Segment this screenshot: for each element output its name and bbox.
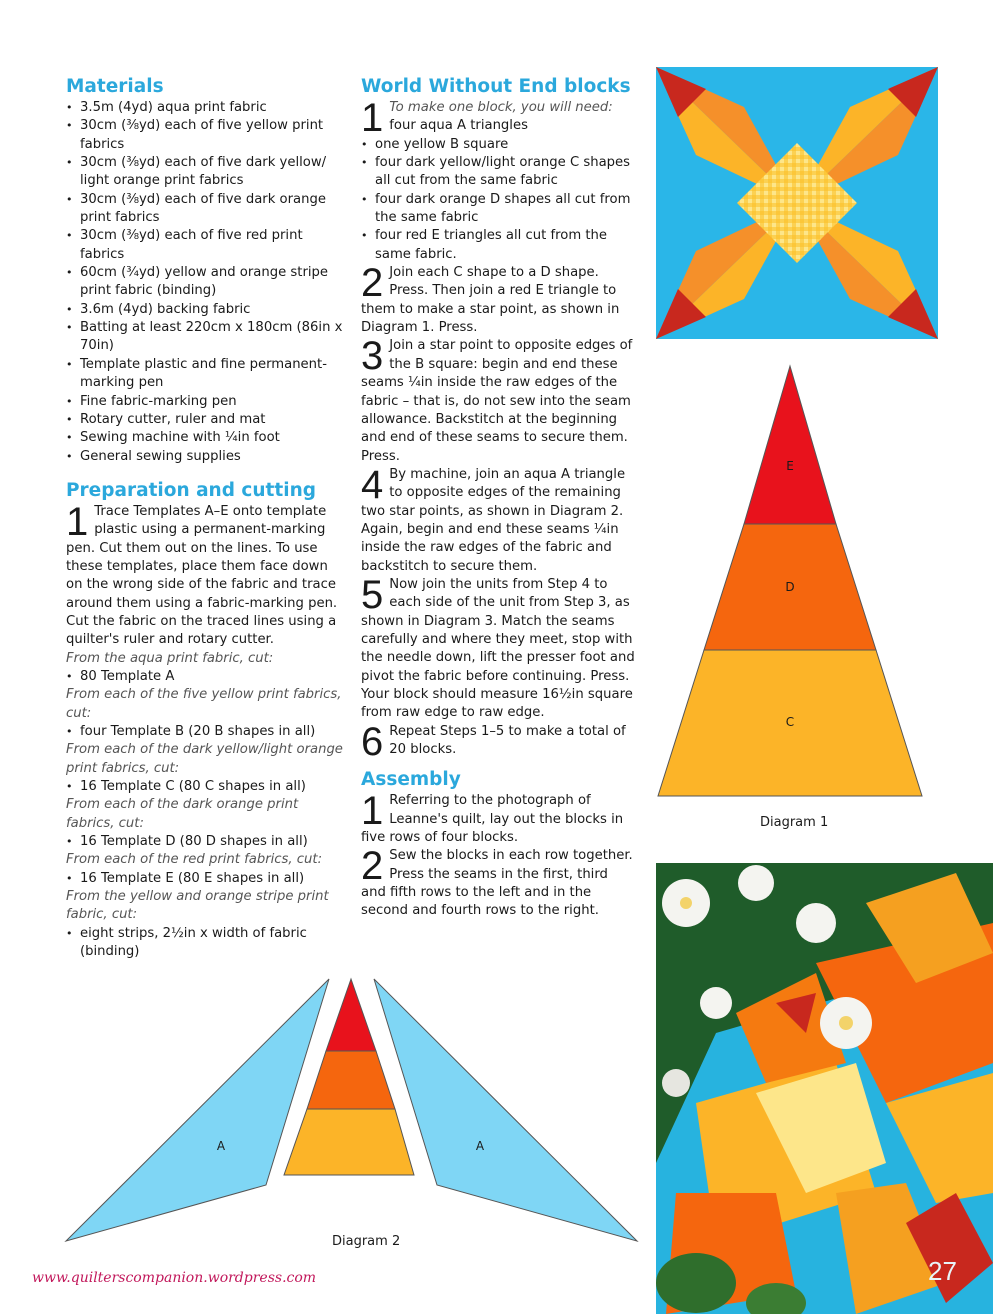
step-text: Sew the blocks in each row together. Press the seams in the first, third and fifth rows to the left and in the second and fourth rows to the right. <box>361 848 633 919</box>
step-number: 1 <box>361 789 384 834</box>
cut-intro: From the yellow and orange stripe print fabric, cut: <box>66 889 329 923</box>
page-number: 27 <box>928 1256 957 1286</box>
step-number: 2 <box>361 261 384 306</box>
assembly-heading: Assembly <box>361 769 461 791</box>
quilt-photo <box>656 863 993 1314</box>
step-text: By machine, join an aqua A triangle to opposite edges of the remaining two star points, as shown in Diagram 2. Again, begin and end these seams ¼in inside the raw edges of the fabric and backstitch to secure them. <box>361 466 626 574</box>
step-text: Referring to the photograph of Leanne's quilt, lay out the blocks in five rows of four blocks. <box>361 793 624 846</box>
block-step-1 <box>361 96 636 140</box>
blocks-heading: World Without End blocks <box>361 76 631 97</box>
list-item: • 30cm (⅜yd) each of five red print fabrics <box>66 227 344 264</box>
block-step-6 <box>361 719 636 764</box>
list-item: • Sewing machine with ¼in foot <box>66 429 344 447</box>
diagram-2-caption: Diagram 2 <box>332 1234 401 1249</box>
footer-url[interactable]: www.quilterscompanion.wordpress.com <box>32 1270 317 1286</box>
step-intro: To make one block, you will need: <box>389 100 613 115</box>
list-item: • 3.6m (4yd) backing fabric <box>66 301 344 319</box>
list-item: • four dark orange D shapes all cut from the same fabric <box>361 191 636 228</box>
cut-item: • 16 Template E (80 E shapes in all) <box>66 870 344 888</box>
left-column <box>66 76 344 961</box>
label-c: C <box>785 715 795 729</box>
step-number: 5 <box>361 572 384 617</box>
step-number: 3 <box>361 334 384 379</box>
materials-heading: Materials <box>66 76 164 97</box>
quilt-block-illustration <box>656 67 938 339</box>
list-item: • 30cm (⅜yd) each of five yellow print fabrics <box>66 117 344 154</box>
list-item: • 30cm (⅜yd) each of five dark yellow/ light orange print fabrics <box>66 154 344 191</box>
materials-list <box>66 99 344 466</box>
cut-intro: From each of the dark orange print fabrics, cut: <box>66 797 299 831</box>
list-item: • one yellow B square <box>361 136 636 154</box>
assembly-step-2 <box>361 844 636 920</box>
block-step-2 <box>361 261 636 337</box>
diagram-2 <box>64 975 639 1245</box>
label-a-right: A <box>475 1139 485 1153</box>
cut-item: • 16 Template D (80 D shapes in all) <box>66 833 344 851</box>
cut-group <box>66 650 344 962</box>
cut-intro: From each of the dark yellow/light orange print fabrics, cut: <box>66 742 343 776</box>
list-item: • 60cm (¾yd) yellow and orange stripe print fabric (binding) <box>66 264 344 301</box>
step-number: 1 <box>361 96 384 140</box>
middle-column <box>361 76 636 921</box>
cut-intro: From each of the red print fabrics, cut: <box>66 852 323 868</box>
list-item: • Batting at least 220cm x 180cm (86in x 70in) <box>66 319 344 356</box>
diagram-1-caption: Diagram 1 <box>760 815 829 830</box>
assembly-step-1 <box>361 789 636 847</box>
block-needs-list <box>361 136 636 264</box>
label-d: D <box>785 580 795 594</box>
step-text: Join each C shape to a D shape. Press. Then join a red E triangle to them to make a star point, as shown in Diagram 1. Press. <box>361 265 620 336</box>
cut-intro: From each of the five yellow print fabrics, cut: <box>66 687 342 721</box>
step-text: Join a star point to opposite edges of the B square: begin and end these seams ¼in inside the raw edges of the fabric – that is, do not sew into the seam allowance. Backstitch at the beginning and end of these seams to secure them. Press. <box>361 338 633 464</box>
cut-item: • 16 Template C (80 C shapes in all) <box>66 778 344 796</box>
step-number: 6 <box>361 719 384 764</box>
label-a-left: A <box>216 1139 226 1153</box>
block-step-4 <box>361 462 636 576</box>
step-number: 1 <box>66 499 89 544</box>
cut-item: • four Template B (20 B shapes in all) <box>66 723 344 741</box>
list-item: • Fine fabric-marking pen <box>66 393 344 411</box>
cut-intro: From the aqua print fabric, cut: <box>66 650 274 666</box>
step-text: Repeat Steps 1–5 to make a total of 20 blocks. <box>389 723 626 758</box>
list-item: • 30cm (⅜yd) each of five dark orange print fabrics <box>66 191 344 228</box>
step-text: Trace Templates A–E onto template plastic using a permanent-marking pen. Cut them out on the lines. To use these templates, place them face down on the wrong side of the fabric and trace around them using a fabric-marking pen. Cut the fabric on the traced lines using a quilter's ruler and rotary cutter. <box>66 503 338 648</box>
preparation-heading: Preparation and cutting <box>66 479 316 501</box>
block-step-3 <box>361 334 636 465</box>
cut-item: • 80 Template A <box>66 668 344 686</box>
diagram-1 <box>656 364 924 799</box>
prep-step-1 <box>66 499 344 650</box>
step-number: 2 <box>361 844 384 889</box>
list-item: • General sewing supplies <box>66 448 344 466</box>
cut-item: • eight strips, 2½in x width of fabric (binding) <box>66 925 344 962</box>
step-text: four aqua A triangles <box>389 118 528 134</box>
step-text: Now join the units from Step 4 to each side of the unit from Step 3, as shown in Diagram 3. Match the seams carefully and where they meet, stop with the needle down, lift the presser foot and pivot the fabric before continuing. Press. Your block should measure 16½in square from raw edge to raw edge. <box>361 576 635 721</box>
list-item: • Template plastic and fine permanent-marking pen <box>66 356 344 393</box>
list-item: • four dark yellow/light orange C shapes all cut from the same fabric <box>361 154 636 191</box>
list-item: • 3.5m (4yd) aqua print fabric <box>66 99 344 117</box>
step-number: 4 <box>361 462 384 507</box>
label-e: E <box>786 459 794 473</box>
list-item: • Rotary cutter, ruler and mat <box>66 411 344 429</box>
list-item: • four red E triangles all cut from the same fabric. <box>361 227 636 264</box>
block-step-5 <box>361 572 636 723</box>
